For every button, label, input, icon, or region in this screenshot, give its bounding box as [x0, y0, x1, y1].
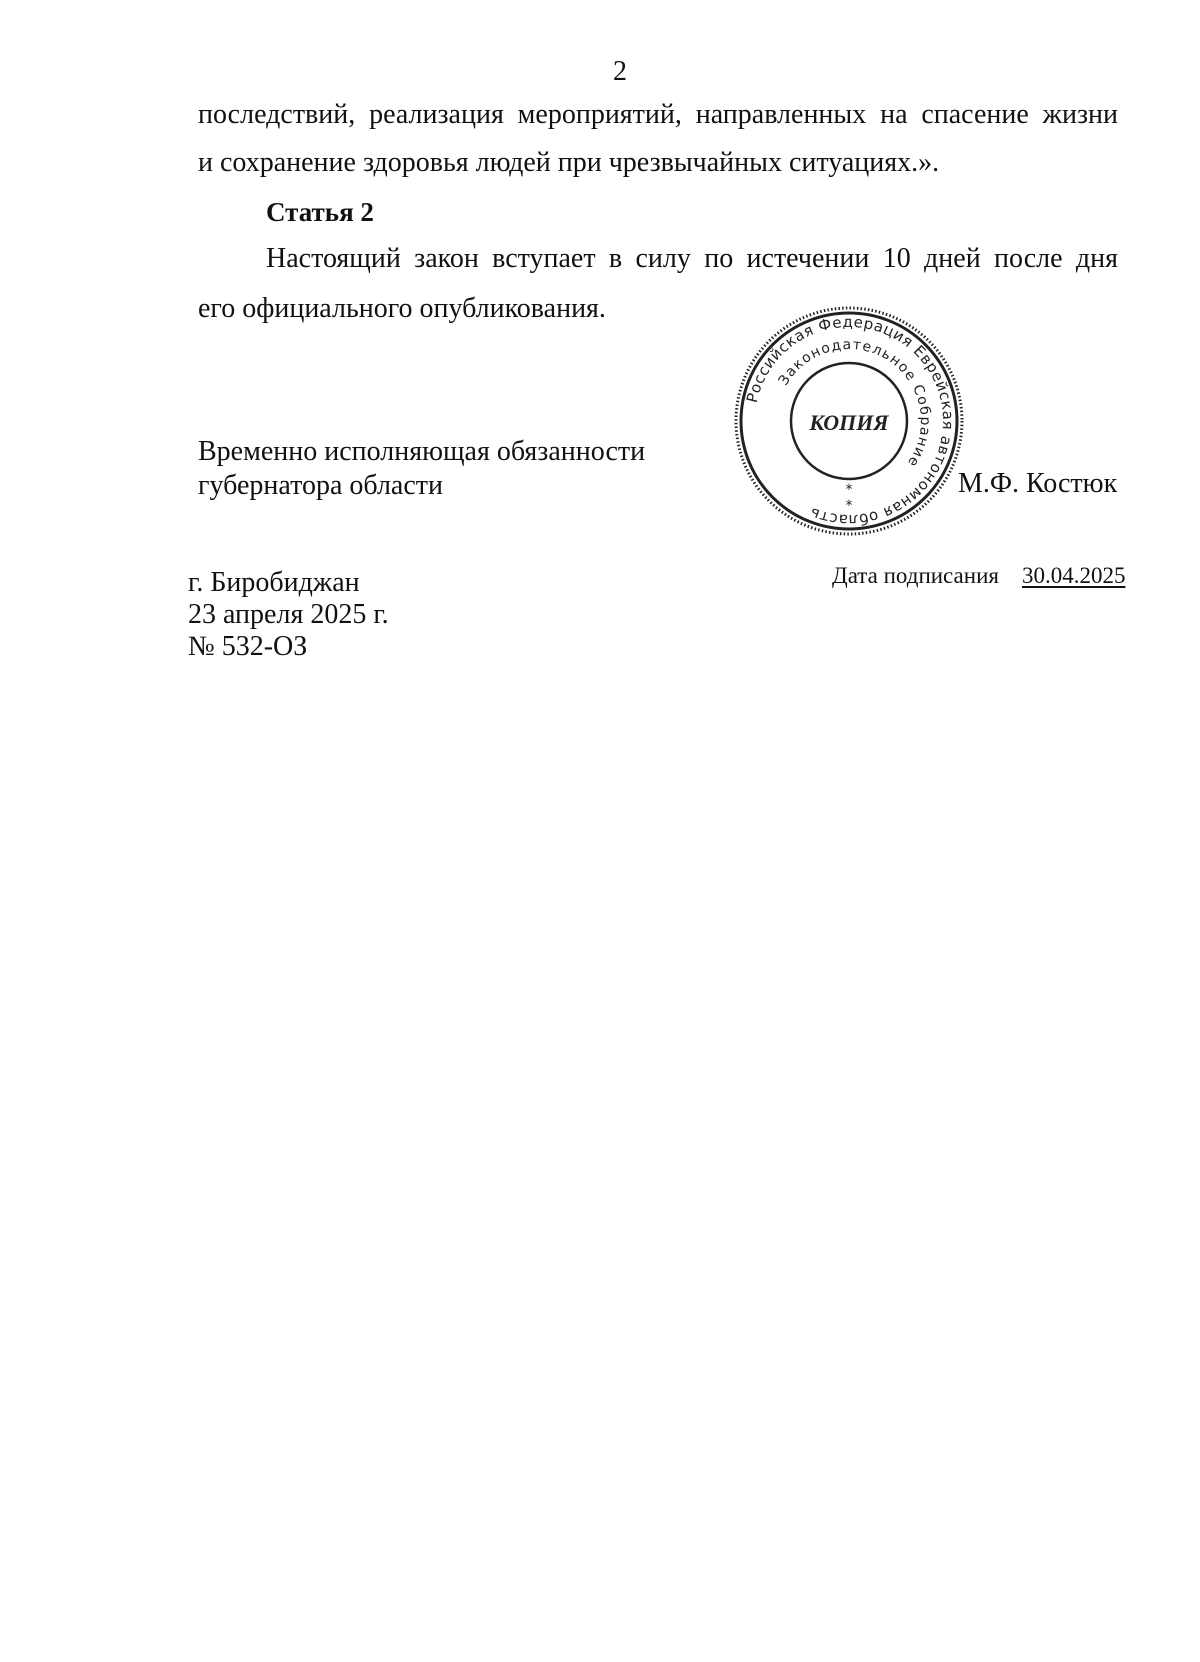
signing-date-value: 30.04.2025: [1021, 563, 1126, 588]
seal-outer-text: Российская Федерация Еврейская автономная область: [742, 312, 958, 530]
body-line-1: последствий, реализация мероприятий, направленных на спасение жизни: [198, 99, 1118, 130]
signatory-position-line-2: губернатора области: [198, 470, 443, 501]
official-seal-stamp: [734, 306, 964, 536]
seal-inner-text: Законодательное Собрание: [775, 336, 934, 471]
issue-city: г. Биробиджан: [188, 567, 360, 598]
page-number: 2: [613, 56, 627, 87]
seal-star-upper: *: [845, 482, 853, 498]
law-number: № 532-ОЗ: [188, 631, 308, 662]
body-line-2: и сохранение здоровья людей при чрезвычайных ситуациях.».: [198, 147, 940, 178]
article-heading: Статья 2: [266, 197, 374, 227]
signing-date: [832, 563, 1125, 589]
article-line-1: Настоящий закон вступает в силу по истечении 10 дней после дня: [266, 243, 1118, 274]
seal-center-text: КОПИЯ: [809, 410, 889, 435]
seal-star-lower: *: [845, 498, 853, 514]
signatory-name: М.Ф. Костюк: [958, 468, 1118, 499]
signatory-position-line-1: Временно исполняющая обязанности: [198, 436, 646, 467]
article-line-2: его официального опубликования.: [198, 293, 606, 324]
signing-date-label: Дата подписания: [832, 563, 999, 588]
issue-date: 23 апреля 2025 г.: [188, 599, 389, 630]
